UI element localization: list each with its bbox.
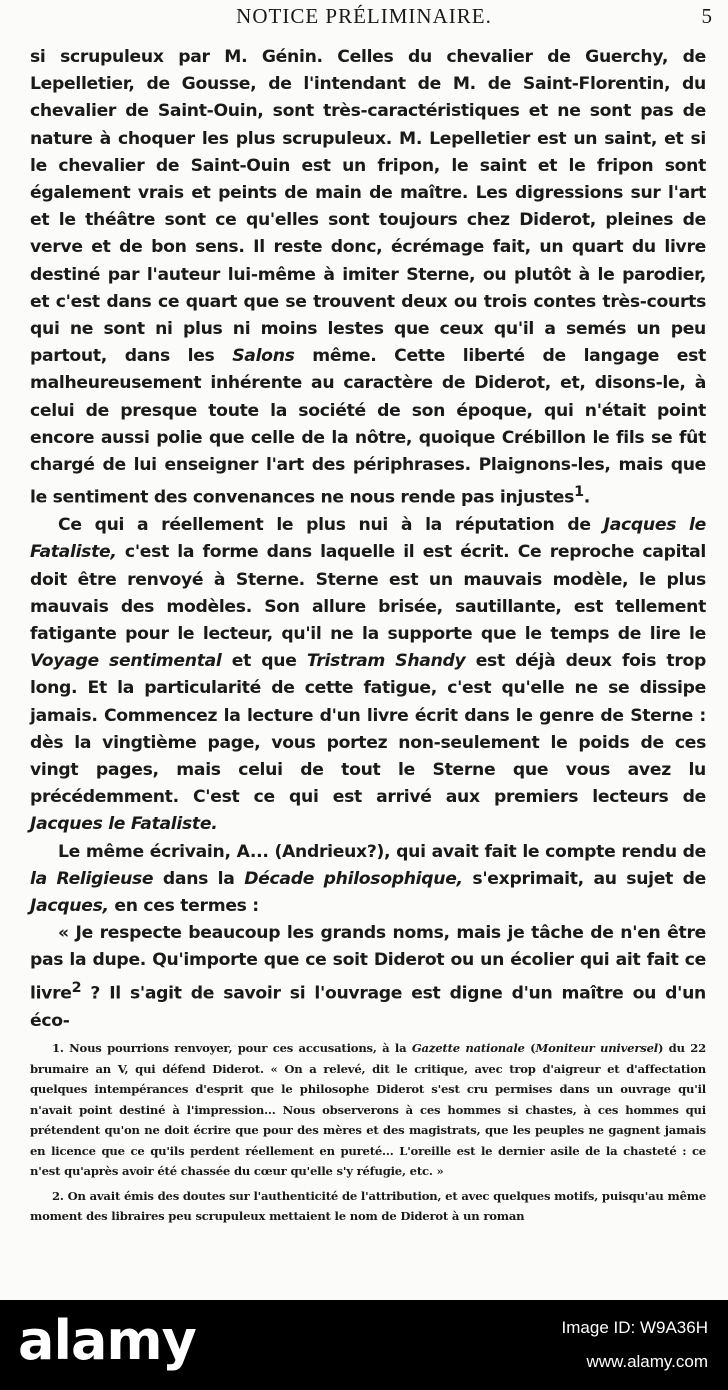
paragraph: [30, 44, 706, 512]
paragraph: [30, 920, 706, 1035]
text-run: Ce qui a réellement le plus nui à la réputation de: [58, 515, 604, 536]
text-run: s'exprimait, au sujet de: [462, 868, 707, 889]
italic-run: Jacques,: [30, 896, 109, 917]
text-run: « Je respecte beaucoup les grands noms, mais je tâche de n'en être pas la dupe. Qu'importe que ce soit Diderot ou un écolier qui ait fait ce livre: [30, 923, 706, 1004]
text-run: même. Cette liberté de langage est malheureusement inhérente au caractère de Diderot, et, disons-le, à celui de presque toute la société de son époque, qui n'était point encore aussi polie que celle de la nôtre, quoique Crébillon le fils se fût chargé de lui enseigner l'art des périphrases. Plaignons-les, mais que le sentiment des convenances ne nous rende pas injustes: [30, 346, 706, 508]
footnote-ref: 1: [574, 484, 584, 501]
paragraph: [30, 839, 706, 921]
italic-run: Moniteur universel: [535, 1041, 658, 1055]
text-run: si scrupuleux par M. Génin. Celles du chevalier de Guerchy, de Lepelletier, de Gousse, de l'intendant de M. de Saint-Florentin, du chevalier de Saint-Ouin, sont très-caractéristiques et ne sont pas de nature à choquer les plus scrupuleux. M. Lepelletier est un saint, et si le chevalier de Saint-Ouin est un fripon, le saint et le fripon sont également vrais et peints de main de maître. Les digressions sur l'art et le théâtre sont ce qu'elles sont toujours chez Diderot, pleines de verve et de bon sens. Il reste donc, écrémage fait, un quart du livre destiné par l'auteur lui-même à imiter Sterne, ou plutôt à le parodier, et c'est dans ce quart que se trouvent deux ou trois contes très-courts qui ne sont ni plus ni moins lestes que ceux qu'il a semés un peu partout, dans les: [30, 47, 706, 367]
watermark-banner: [0, 1300, 728, 1390]
italic-run: Voyage sentimental: [30, 651, 222, 672]
text-run: (: [524, 1041, 536, 1055]
text-run: dans la: [153, 868, 245, 889]
text-run: ) du 22 brumaire an V, qui défend Diderot. « On a relevé, dit le critique, avec trop d'aigreur et d'affectation quelques intempérances d'esprit que le philosophe Diderot s'est cru permises dans un ouvrage qu'il n'avait point destiné à l'impression... Nous observerons à ces hommes si chastes, à ces hommes qui prétendent qu'on ne doit écrire que pour des mères et des magistrats, que les peuples ne gagnent jamais en licence que ce qu'ils perdent réellement en pureté... L'oreille est le dernier asile de la chasteté : ce n'est qu'après avoir été chassée du cœur qu'elle s'y réfugie, etc. »: [30, 1041, 706, 1178]
italic-run: Tristram Shandy: [306, 651, 466, 672]
footnotes: [30, 1038, 706, 1227]
italic-run: Salons: [232, 346, 295, 367]
page-number: 5: [701, 4, 712, 28]
text-run: Le même écrivain, A... (Andrieux?), qui avait fait le compte rendu de: [58, 841, 706, 862]
text-run: en ces termes :: [108, 896, 259, 917]
text-run: c'est la forme dans laquelle il est écrit. Ce reproche capital doit être renvoyé à Sterne. Sterne est un mauvais modèle, le plus mauvais des modèles. Son allure brisée, sautillante, est tellement fatigante pour le lecteur, qu'il ne la supporte que le temps de lire le: [30, 542, 706, 644]
footnote-ref: 2: [71, 979, 82, 996]
italic-run: Jacques le Fataliste,: [30, 515, 706, 563]
body-text: [30, 44, 706, 1035]
footnote: [30, 1038, 706, 1182]
text-run: .: [583, 487, 590, 508]
text-run: est déjà deux fois trop long. Et la particularité de cette fatigue, c'est qu'elle ne se dissipe jamais. Commencez la lecture d'un livre écrit dans le genre de Sterne : dès la vingtième page, vous portez non-seulement le poids de ces vingt pages, mais celui de tout le Sterne que vous avez lu précédemment. C'est ce qui est arrivé aux premiers lecteurs de: [30, 651, 707, 808]
footnote: [30, 1186, 706, 1227]
italic-run: la Religieuse: [30, 868, 154, 889]
alamy-logo: alamy: [18, 1309, 196, 1372]
image-id-label: Image ID: W9A36H: [561, 1318, 708, 1337]
text-run: et que: [221, 651, 307, 672]
italic-run: Jacques le Fataliste.: [30, 814, 218, 835]
text-run: 2. On avait émis des doutes sur l'authenticité de l'attribution, et avec quelques motifs, puisqu'au même moment des libraires peu scrupuleux mettaient le nom de Diderot à un roman: [30, 1188, 706, 1223]
text-run: 1. Nous pourrions renvoyer, pour ces accusations, à la: [52, 1041, 412, 1055]
italic-run: Décade philosophique,: [244, 868, 463, 889]
running-title: NOTICE PRÉLIMINAIRE.: [236, 4, 492, 28]
paragraph: [30, 512, 706, 838]
running-head: [0, 4, 728, 28]
site-url: www.alamy.com: [586, 1352, 708, 1371]
text-run: ? Il s'agit de savoir si l'ouvrage est digne d'un maître ou d'un éco-: [30, 983, 706, 1031]
italic-run: Gazette nationale: [411, 1041, 525, 1055]
